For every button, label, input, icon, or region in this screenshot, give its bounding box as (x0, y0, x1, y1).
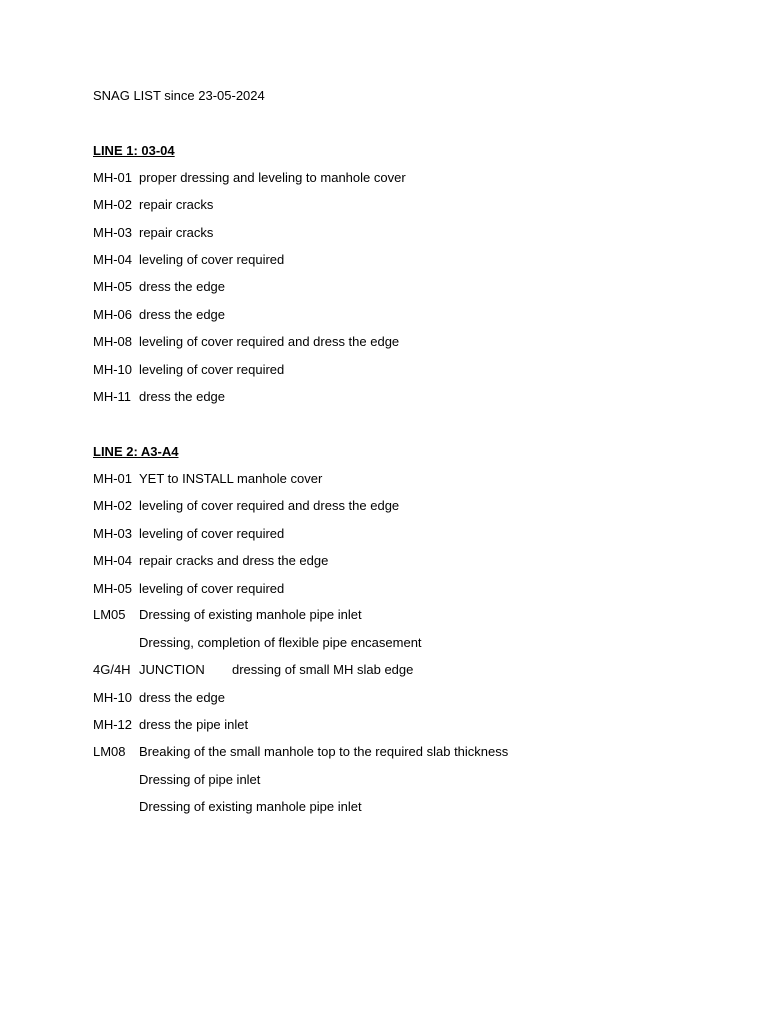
item-description: YET to INSTALL manhole cover (139, 471, 323, 486)
item-description: Dressing of existing manhole pipe inlet (139, 799, 362, 814)
document-title: SNAG LIST since 23-05-2024 (93, 88, 265, 103)
item-description: JUNCTION (139, 662, 205, 677)
item-code: MH-04 (93, 553, 133, 568)
item-code: MH-06 (93, 307, 133, 322)
item-code: MH-10 (93, 362, 133, 377)
item-description: leveling of cover required (139, 581, 285, 596)
item-code: MH-05 (93, 581, 133, 596)
item-code: MH-05 (93, 279, 133, 294)
item-code: MH-01 (93, 471, 133, 486)
item-code: MH-02 (93, 197, 133, 212)
item-code: MH-10 (93, 690, 133, 705)
item-code: MH-01 (93, 170, 133, 185)
item-code: MH-08 (93, 334, 133, 349)
item-code: MH-04 (93, 252, 133, 267)
item-code: MH-03 (93, 225, 133, 240)
item-code: MH-11 (93, 389, 132, 404)
item-secondary-description: dressing of small MH slab edge (232, 662, 414, 677)
item-description: Dressing of existing manhole pipe inlet (139, 607, 362, 622)
item-code: MH-12 (93, 717, 133, 732)
item-description: leveling of cover required (139, 362, 285, 377)
item-description: leveling of cover required and dress the edge (139, 498, 400, 513)
item-description: dress the pipe inlet (139, 717, 249, 732)
section-heading-line-2: LINE 2: A3-A4 (93, 444, 179, 459)
item-description: repair cracks (139, 197, 214, 212)
item-code: MH-03 (93, 526, 133, 541)
item-description: leveling of cover required (139, 526, 285, 541)
section-heading-line-1: LINE 1: 03-04 (93, 143, 175, 158)
item-description: repair cracks and dress the edge (139, 553, 329, 568)
item-code: LM05 (93, 607, 126, 622)
item-code: 4G/4H (93, 662, 131, 677)
item-code: LM08 (93, 744, 126, 759)
item-description: dress the edge (139, 690, 226, 705)
item-description: proper dressing and leveling to manhole cover (139, 170, 406, 185)
item-description: dress the edge (139, 307, 226, 322)
item-description: leveling of cover required (139, 252, 285, 267)
item-description: Dressing, completion of flexible pipe encasement (139, 635, 422, 650)
item-description: Breaking of the small manhole top to the required slab thickness (139, 744, 509, 759)
item-description: dress the edge (139, 279, 226, 294)
item-description: leveling of cover required and dress the edge (139, 334, 400, 349)
item-code: MH-02 (93, 498, 133, 513)
item-description: Dressing of pipe inlet (139, 772, 261, 787)
item-description: dress the edge (139, 389, 226, 404)
item-description: repair cracks (139, 225, 214, 240)
